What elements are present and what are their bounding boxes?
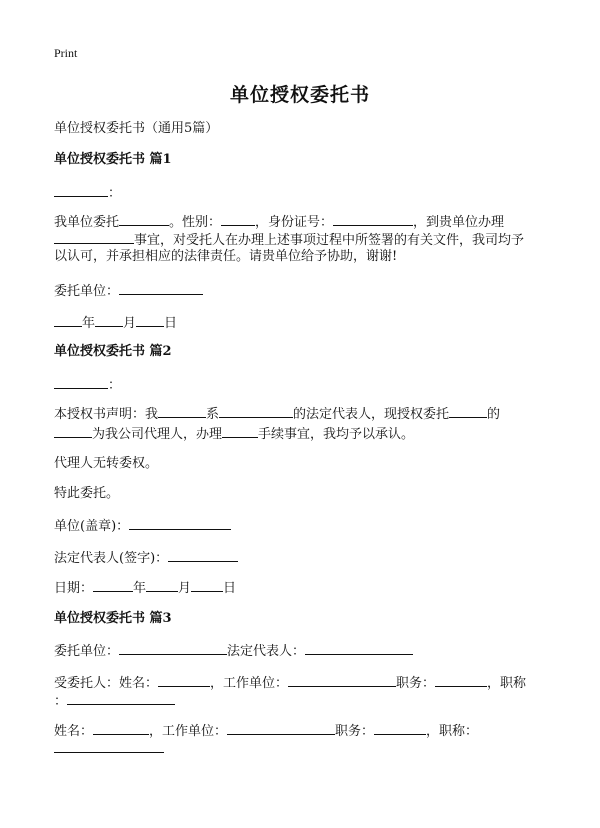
s1-paragraph-line-3: 以认可，并承担相应的法律责任。请贵单位给予协助，谢谢! [54, 249, 398, 264]
entrust-unit-blank [119, 641, 227, 655]
s3-trustee-line-2 [54, 691, 560, 711]
work-unit-blank [288, 673, 396, 687]
label: 受委托人：姓名： [54, 676, 159, 691]
label: ，职称： [426, 724, 479, 739]
label: 法定代表人(签字)： [54, 551, 169, 566]
label: 法定代表人： [227, 644, 306, 659]
procedure-blank [222, 424, 258, 438]
section-2-heading: 单位授权委托书 篇2 [54, 344, 172, 359]
s1-date-line [54, 313, 560, 333]
text: ，身份证号： [255, 215, 334, 230]
label: 单位(盖章)： [54, 519, 130, 534]
page-title: 单位授权委托书 [229, 84, 370, 106]
text: 我单位委托 [54, 215, 120, 230]
day-blank [136, 313, 164, 327]
text: 手续事宜，我均予以承认。 [258, 427, 415, 442]
label: 姓名： [54, 724, 94, 739]
entrusted-unit-blank [449, 404, 487, 418]
s3-trustee-line [54, 673, 560, 693]
month-label: 月 [178, 581, 192, 596]
addressee-blank [54, 183, 108, 197]
colon: ： [108, 186, 122, 201]
label: 职务： [396, 676, 436, 691]
s1-paragraph-line-2 [54, 230, 560, 250]
year-blank [54, 313, 82, 327]
label: 日期： [54, 581, 94, 596]
matter-blank [54, 230, 134, 244]
text: 事宜，对受托人在办理上述事项过程中所签署的有关文件，我司均予 [134, 233, 525, 248]
entrust-unit-blank [119, 281, 203, 295]
work-unit-blank [227, 721, 335, 735]
text: 的法定代表人，现授权委托 [293, 407, 450, 422]
label: 职务： [335, 724, 375, 739]
company-blank [219, 404, 293, 418]
month-label: 月 [123, 316, 137, 331]
text: 本授权书声明：我 [54, 407, 159, 422]
label: 委托单位： [54, 644, 120, 659]
seal-line [54, 516, 560, 536]
legal-rep-blank [305, 641, 413, 655]
s3-name-line [54, 721, 560, 741]
colon: ： [54, 694, 68, 709]
text: 。性别： [169, 215, 222, 230]
s1-paragraph-line-1 [54, 212, 560, 232]
no-transfer-text: 代理人无转委权。 [54, 456, 159, 471]
year-label: 年 [133, 581, 147, 596]
print-label[interactable]: Print [54, 46, 78, 60]
section-1-heading: 单位授权委托书 篇1 [54, 152, 172, 167]
month-blank [95, 313, 123, 327]
day-label: 日 [164, 316, 178, 331]
hereby-text: 特此委托。 [54, 486, 120, 501]
label: ，工作单位： [210, 676, 289, 691]
trustee-name-blank [158, 673, 210, 687]
month-blank [146, 578, 178, 592]
signature-blank [168, 548, 238, 562]
label: ，职称 [487, 676, 527, 691]
text: 系 [206, 407, 220, 422]
title-blank [54, 739, 164, 753]
name-blank [93, 721, 149, 735]
gender-blank [221, 212, 255, 226]
day-blank [191, 578, 223, 592]
section-3-heading: 单位授权委托书 篇3 [54, 611, 172, 626]
title-blank [67, 691, 175, 705]
subtitle: 单位授权委托书（通用5篇） [54, 121, 219, 136]
legal-rep-line [54, 548, 560, 568]
position-blank [374, 721, 426, 735]
s3-name-line-2 [54, 739, 560, 759]
position-blank [435, 673, 487, 687]
addressee-line [54, 375, 560, 395]
text: 为我公司代理人，办理 [92, 427, 223, 442]
s2-paragraph-line-1 [54, 404, 560, 424]
s1-entrust-unit-line [54, 281, 560, 301]
label: ，工作单位： [149, 724, 228, 739]
name-blank [158, 404, 206, 418]
s3-entrust-line [54, 641, 560, 661]
text: ，到贵单位办理 [413, 215, 505, 230]
day-label: 日 [223, 581, 237, 596]
addressee-line [54, 183, 560, 203]
trustee-blank [119, 212, 169, 226]
year-label: 年 [82, 316, 96, 331]
s2-paragraph-line-2 [54, 424, 560, 444]
seal-blank [129, 516, 231, 530]
year-blank [93, 578, 133, 592]
text: 的 [487, 407, 501, 422]
addressee-blank [54, 375, 108, 389]
label: 委托单位： [54, 284, 120, 299]
colon: ： [108, 378, 122, 393]
id-number-blank [333, 212, 413, 226]
agent-blank [54, 424, 92, 438]
s2-date-line [54, 578, 560, 598]
